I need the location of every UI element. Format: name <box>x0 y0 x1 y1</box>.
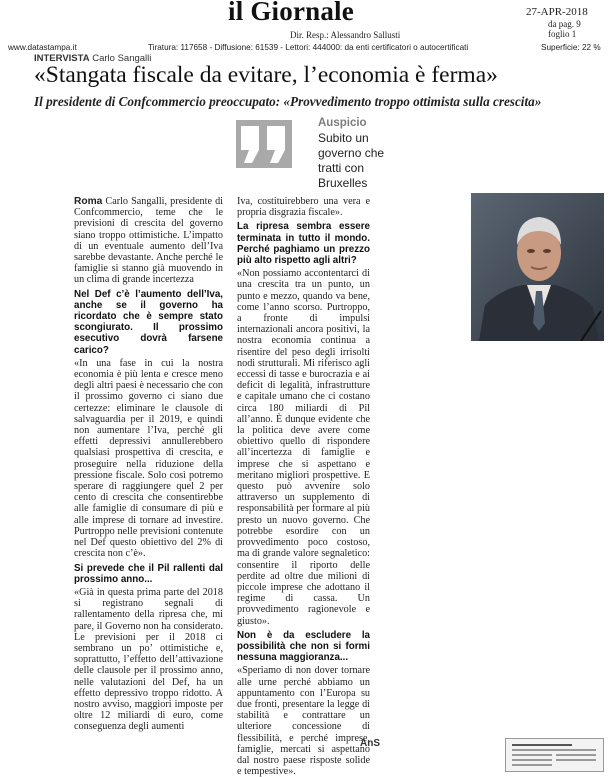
article-column-2 <box>237 196 370 777</box>
answer-2: «Già in questa prima parte del 2018 si registrano segnali di rallentamento della ripresa che, mi pare, il Governo non ha considerato. Le previsioni per il 2018 ci sembrano un po’ ottimistiche e, soprattutto, l’effetto dell’attivazione delle clausole per il prossimo anno, nelle valutazioni del Def, ha un effetto depressivo troppo ridotto. A nostro avviso, maggiori imposte per oltre 12 miliardi di euro, come conseguenza degli aumenti <box>74 586 223 733</box>
question-1: Nel Def c’è l’aumento dell’Iva, anche se il governo ha ricordato che è sempre stato scongiurato. Il prossimo esecutivo dovrà farsene carico? <box>74 288 223 356</box>
page-info <box>548 19 581 39</box>
answer-3: «Non possiamo accontentarci di una crescita tra un punto, un punto e mezzo, quando va bene, come l’anno scorso. Purtroppo, a fronte di impulsi internazionali ancora positivi, la nostra economia continua a risentire del peso degli irrisolti nodi strutturali. Mi riferisco agli eccessi di tasse e burocrazia e ai deficit di legalità, infrastrutture e capitale umano che ci costano circa 180 miliardi di Pil all’anno. È dunque evidente che la politica deve avere come obiettivo quello di rispondere all’incertezza di famiglie e imprese che si aspettano e meritano migliori prospettive. E questo può avvenire solo attraverso un supplemento di responsabilità per formare al più presto un nuovo governo. Che potrebbe esordire con un provvedimento poco costoso, ma di grande valore segnaletico: consentire il riporto delle perdite ad oltre due milioni di piccole imprese che adottano il regime di cassa. Un provvedimento ragionevole e giusto». <box>237 268 370 627</box>
page-thumbnail[interactable] <box>505 738 604 772</box>
page-label: da pag. 9 <box>548 19 581 29</box>
aside-label: Auspicio <box>318 117 367 129</box>
answer-1: «In una fase in cui la nostra economia è più lenta e cresce meno degli altri paesi è necessario che con il prossimo governo ci siano due certezze: eliminare le clausole di salvaguardia per il 2019, e quindi non aumentare l’Iva, perché gli effetti depressivi annullerebbero qualsiasi prospettiva di crescita, e proseguire nella riduzione della pressione fiscale. Solo così potremo sperare di raggiungere quel 2 per cento di crescita che consentirebbe alle famiglie di consumare di più e alle imprese di tornare ad investire. Purtroppo nelle previsioni contenute nel Def questo obiettivo del 2% di crescita non c’è». <box>74 357 223 560</box>
article-headline: «Stangata fiscale da evitare, l’economia è ferma» <box>34 62 498 88</box>
continued-text: Iva, costituirebbero una vera e propria disgrazia fiscale». <box>237 196 370 219</box>
clip-date: 27-APR-2018 <box>526 6 588 18</box>
author-signature: AnS <box>360 738 380 749</box>
portrait-photo <box>471 193 604 341</box>
question-3: La ripresa sembra essere terminata in tutto il mondo. Perché paghiamo un prezzo più alto rispetto agli altri? <box>237 221 370 267</box>
aside-text: Subito un governo che tratti con Bruxelles <box>318 131 385 190</box>
intro-paragraph <box>74 196 223 286</box>
lead-city: Roma <box>74 196 103 207</box>
circulation-info: Tiratura: 117658 - Diffusione: 61539 - Lettori: 444000: da enti certificatori o autocertificati <box>148 43 469 52</box>
website-link[interactable]: www.datastampa.it <box>8 43 77 52</box>
article-subhead: Il presidente di Confcommercio preoccupato: «Provvedimento troppo ottimista sulla crescita» <box>34 94 542 109</box>
kicker-label: INTERVISTA <box>34 53 90 64</box>
kicker-name: Carlo Sangalli <box>92 53 152 64</box>
intro-text: Carlo Sangalli, presidente di Confcommercio, teme che le previsioni di crescita del governo siano troppo ottimistiche. L’impatto di un eventuale aumento dell’Iva sarebbe devastante. Anche perché le famiglie si stanno già muovendo in un clima di grande incertezza <box>74 196 223 286</box>
sheet-label: foglio 1 <box>548 29 577 39</box>
question-4: Non è da escludere la possibilità che non si formi nessuna maggioranza... <box>237 629 370 664</box>
newspaper-masthead: il Giornale <box>228 0 354 26</box>
quote-marks-icon <box>236 120 292 168</box>
editor-in-chief: Dir. Resp.: Alessandro Sallusti <box>290 30 401 40</box>
question-2: Si prevede che il Pil rallenti dal prossimo anno... <box>74 562 223 585</box>
article-column-1 <box>74 196 223 733</box>
surface-info: Superficie: 22 % <box>541 43 601 52</box>
answer-4: «Speriamo di non dover tornare alle urne perché abbiamo un appuntamento con l’Europa su due fronti, presentare la legge di stabilità e contrattare un ulteriore concessione di flessibilità, e perché imprese, famiglie, mercati si aspettano dal nostro paese risposte solide e tempestive». <box>237 665 370 777</box>
